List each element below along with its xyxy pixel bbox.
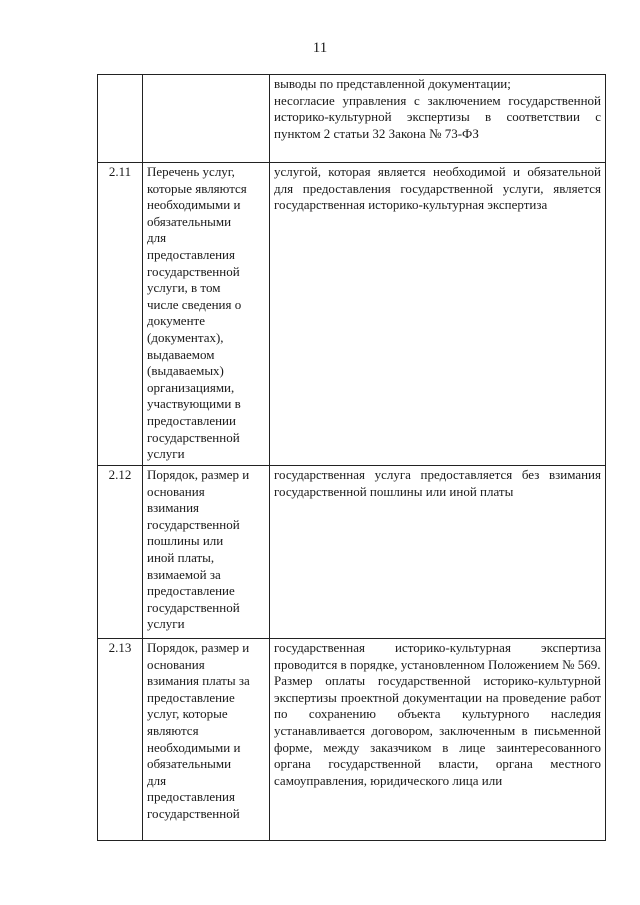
row-title: Перечень услуг, которые являются необходимыми и обязательными для предоставления государственной услуги, в том числе сведения о документе (документах), выдаваемом (выдаваемых) организациями, участвующими в предоставлении государственной услуги: [143, 163, 270, 466]
row-content: [270, 639, 606, 841]
row-number: [98, 75, 143, 163]
row-content: [270, 466, 606, 639]
content-paragraph: государственная услуга предоставляется без взимания государственной пошлины или иной платы: [274, 467, 601, 499]
content-paragraph: несогласие управления с заключением государственной историко-культурной экспертизы в соответствии с пунктом 2 статьи 32 Закона № 73-ФЗ: [274, 92, 601, 141]
row-content: [270, 75, 606, 163]
regulation-table: [97, 74, 606, 841]
row-title: [143, 75, 270, 163]
table-row: [98, 466, 606, 639]
table-row: [98, 163, 606, 466]
content-paragraph: государственная историко-культурная экспертиза проводится в порядке, установленном Положением № 569.: [274, 640, 601, 672]
row-content: [270, 163, 606, 466]
row-number: 2.11: [98, 163, 143, 466]
table-row: [98, 75, 606, 163]
row-title: Порядок, размер и основания взимания платы за предоставление услуг, которые являются необходимыми и обязательными для предоставления государственной: [143, 639, 270, 841]
row-number: 2.12: [98, 466, 143, 639]
content-paragraph: выводы по представленной документации;: [274, 76, 511, 91]
content-paragraph: услугой, которая является необходимой и обязательной для предоставления государственной услуги, является государственная историко-культурная экспертиза: [274, 164, 601, 213]
row-title: Порядок, размер и основания взимания государственной пошлины или иной платы, взимаемой за предоставление государственной услуги: [143, 466, 270, 639]
content-paragraph: Размер оплаты государственной историко-культурной экспертизы проектной документации на проведение работ по сохранению объекта культурного наследия устанавливается договором, заключенным в письменной форме, между заказчиком в лице заинтересованного органа государственной власти, органа местного самоуправления, юридического лица или: [274, 673, 601, 788]
table-row: [98, 639, 606, 841]
row-number: 2.13: [98, 639, 143, 841]
page-number: 11: [312, 40, 328, 56]
